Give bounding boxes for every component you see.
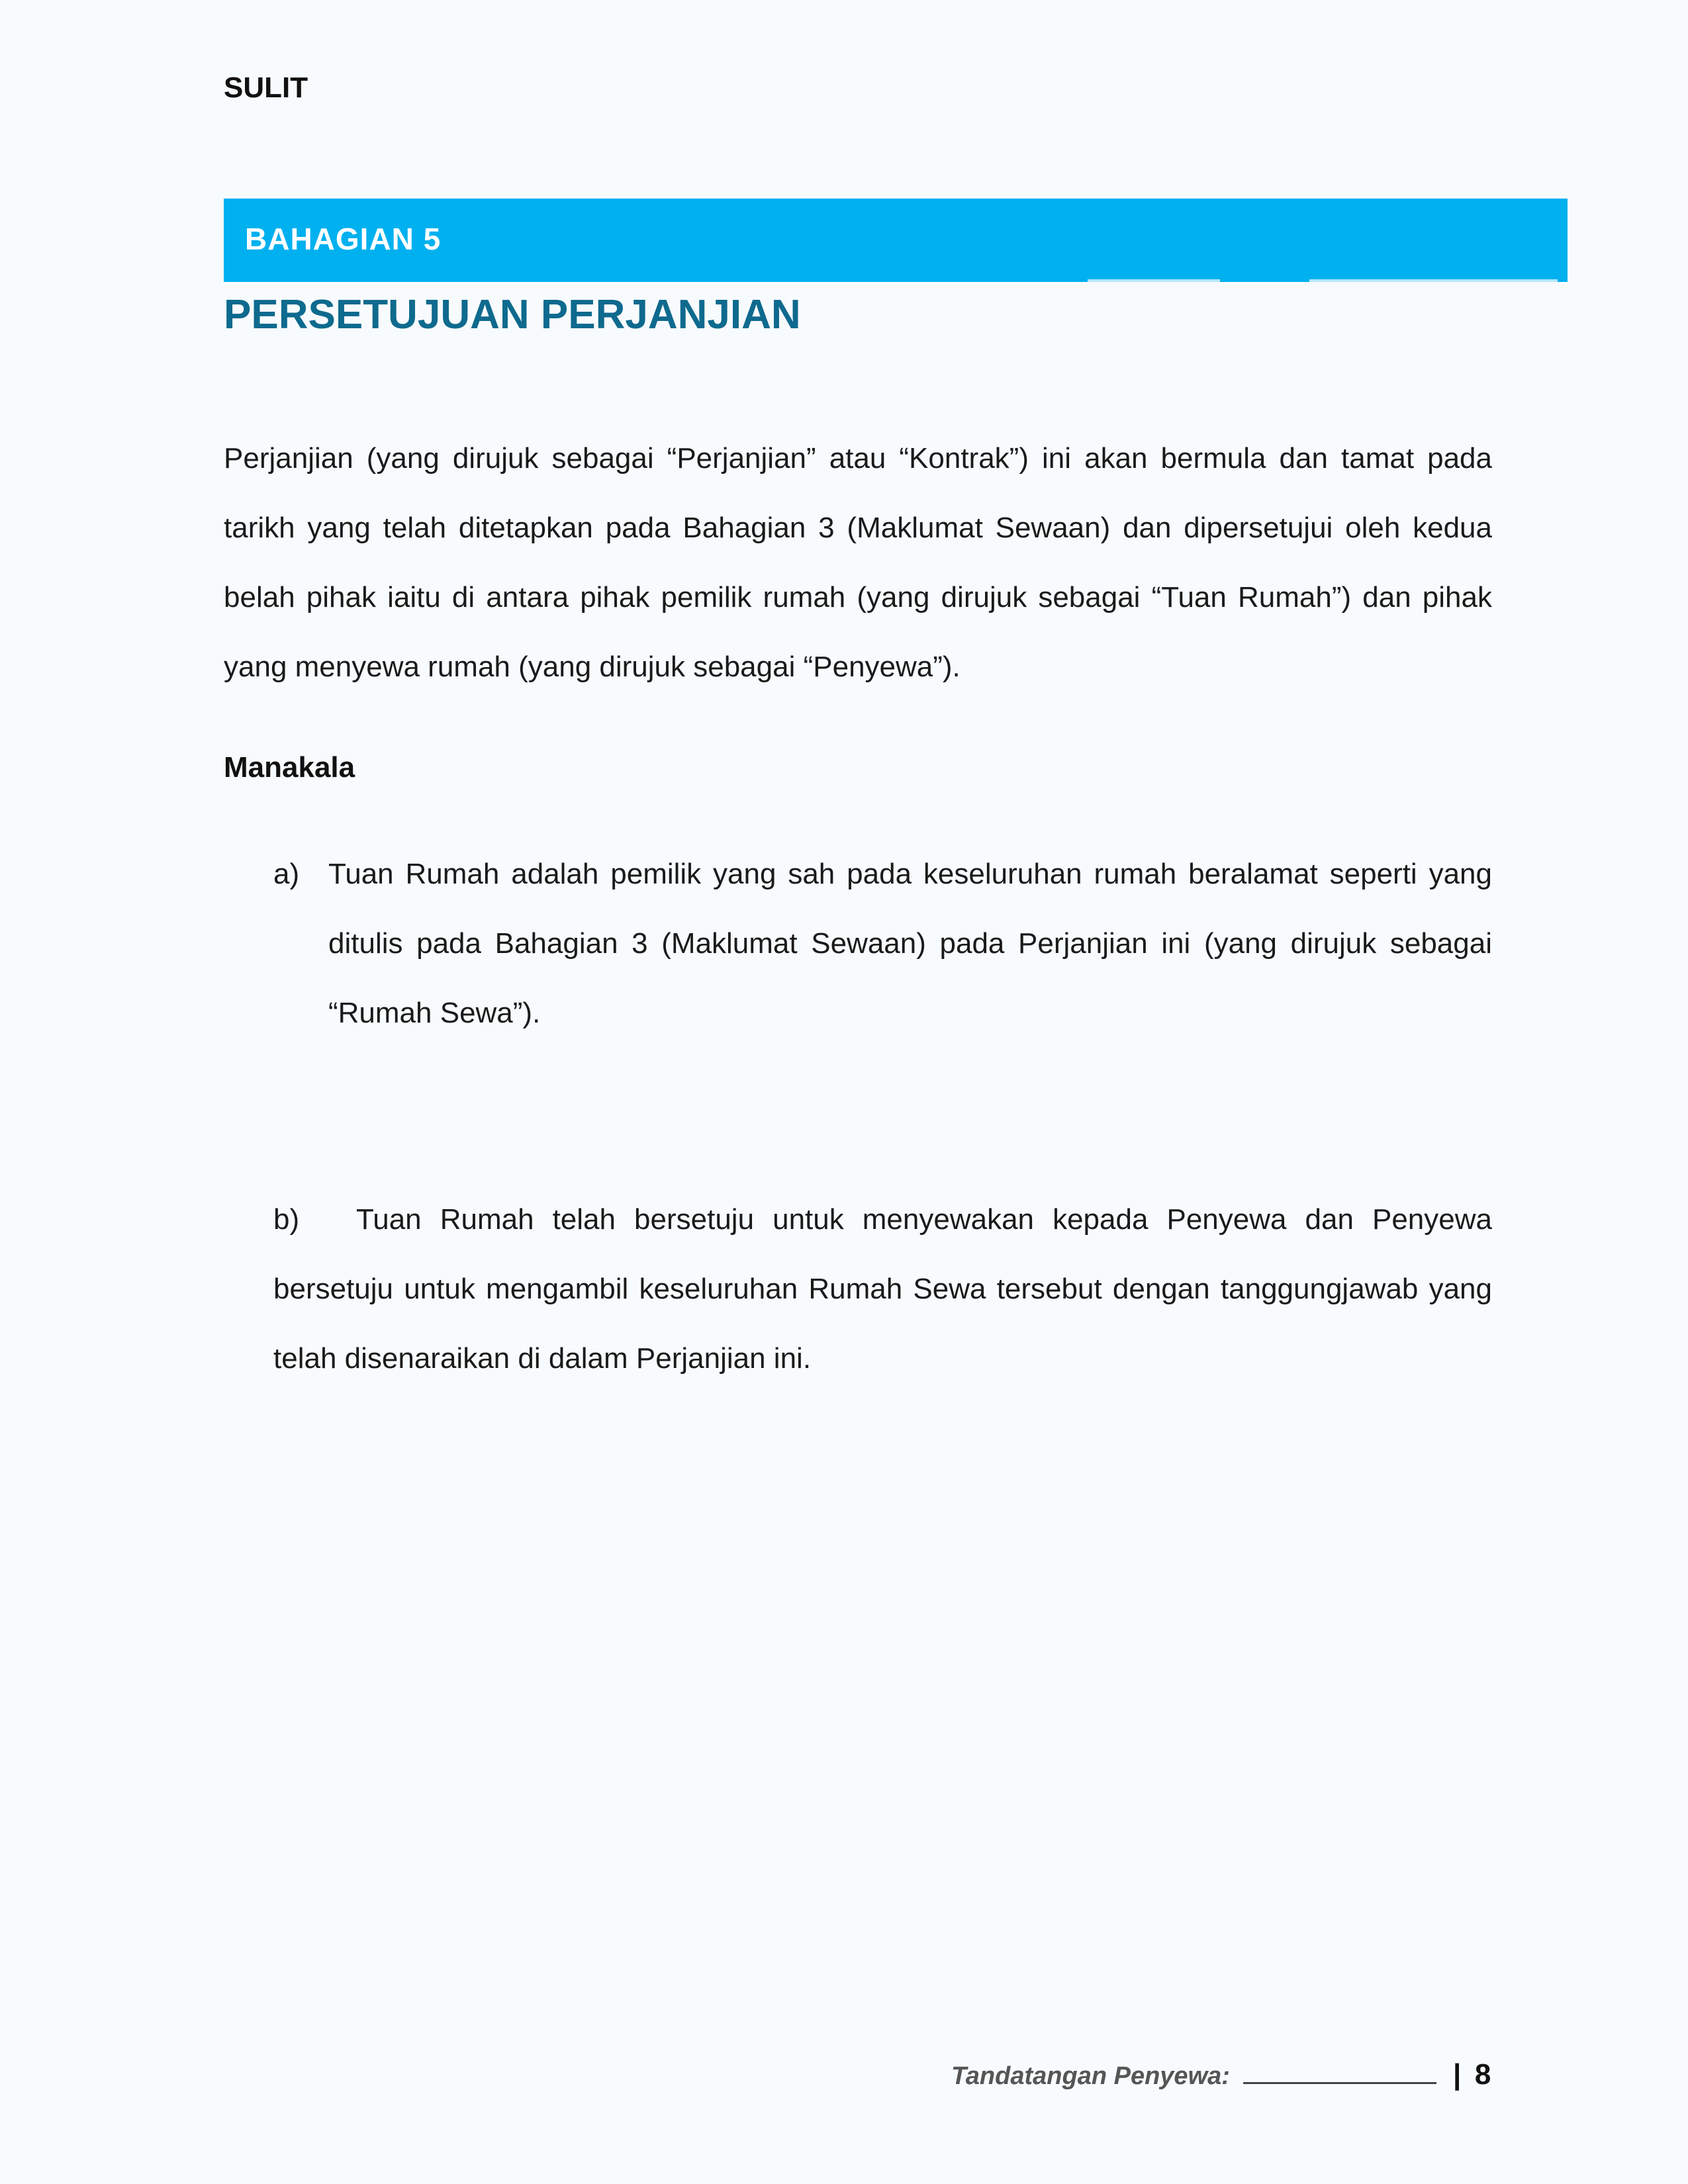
classification-label: SULIT: [224, 71, 308, 104]
banner-underline-decoration: [224, 279, 1568, 282]
list-item-b: [273, 1185, 1492, 1393]
section-label: BAHAGIAN 5: [245, 222, 442, 256]
list-item-marker-b: b): [273, 1203, 300, 1236]
subheading: Manakala: [224, 751, 355, 784]
list-item-a-text: Tuan Rumah adalah pemilik yang sah pada keseluruhan rumah beralamat seperti yang ditulis pada Bahagian 3 (Maklumat Sewaan) pada Perjanjian ini (yang dirujuk sebagai “Rumah Sewa”).: [328, 858, 1492, 1029]
page-footer: [951, 2058, 1491, 2091]
list-item-marker-a: a): [273, 858, 300, 890]
signature-label: Tandatangan Penyewa:: [951, 2062, 1230, 2090]
section-banner: [224, 199, 1568, 282]
page-number: 8: [1474, 2058, 1491, 2091]
page-title: PERSETUJUAN PERJANJIAN: [224, 292, 801, 338]
footer-separator: |: [1453, 2058, 1462, 2091]
intro-paragraph: Perjanjian (yang dirujuk sebagai “Perjanjian” atau “Kontrak”) ini akan bermula dan tamat pada tarikh yang telah ditetapkan pada Bahagian 3 (Maklumat Sewaan) dan dipersetujui oleh kedua belah pihak iaitu di antara pihak pemilik rumah (yang dirujuk sebagai “Tuan Rumah”) dan pihak yang menyewa rumah (yang dirujuk sebagai “Penyewa”).: [224, 442, 1492, 683]
signature-line: [1243, 2064, 1436, 2084]
list-item-b-text: Tuan Rumah telah bersetuju untuk menyewakan kepada Penyewa dan Penyewa bersetuju untuk mengambil keseluruhan Rumah Sewa tersebut dengan tanggungjawab yang telah disenaraikan di dalam Perjanjian ini.: [273, 1203, 1492, 1375]
